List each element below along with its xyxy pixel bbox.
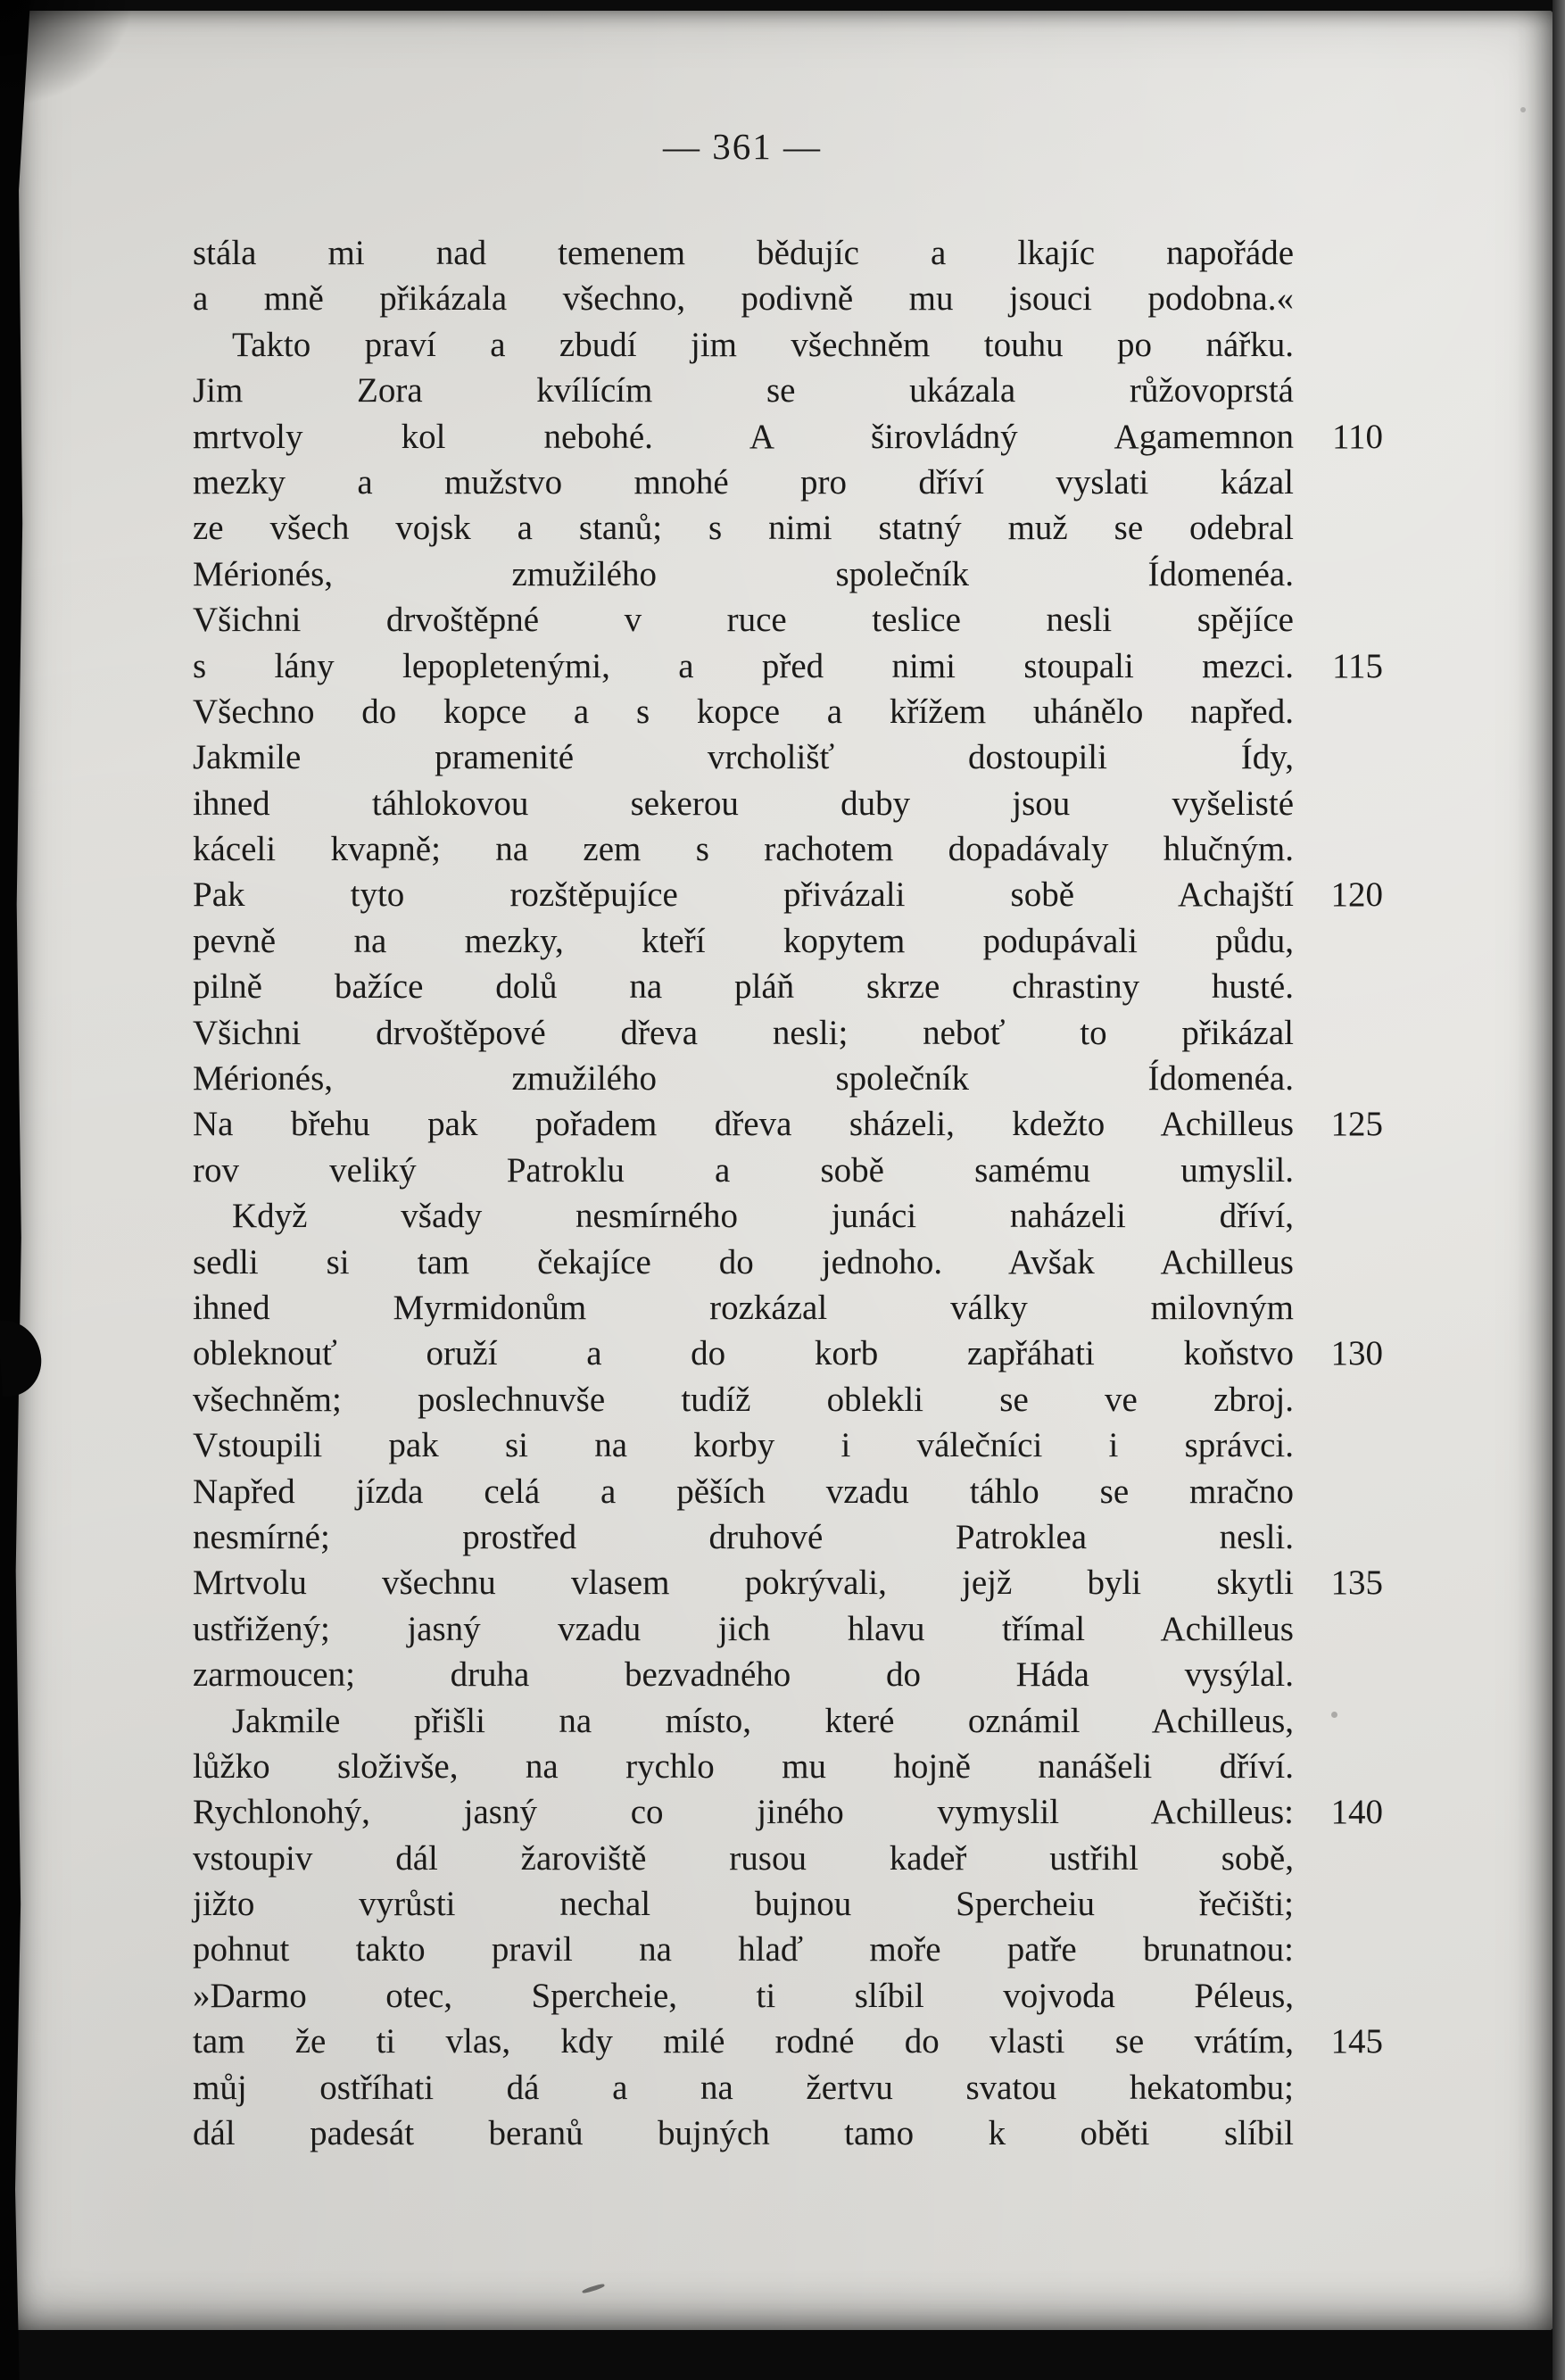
verse-line (193, 460, 1385, 505)
verse-line (193, 1469, 1385, 1514)
verse-text: pilně bažíce dolů na pláň skrze chrastiny husté. (193, 967, 1294, 1007)
verse-text: Jakmile pramenité vrcholišť dostoupili Ídy, (193, 738, 1294, 777)
verse-line (193, 1881, 1385, 1927)
verse-line (193, 1331, 1385, 1376)
verse-text: Jakmile přišli na místo, které oznámil Achilleus, (232, 1701, 1294, 1740)
verse-text: Pak tyto rozštěpujíce přivázali sobě Achajští (193, 875, 1294, 915)
verse-text: Všechno do kopce a s kopce a křížem uhánělo napřed. (193, 692, 1294, 731)
ink-speck (1331, 1712, 1337, 1718)
verse-text: Jim Zora kvílícím se ukázala růžovoprstá (193, 371, 1294, 410)
paper-page (14, 11, 1553, 2330)
verse-text: ze všech vojsk a stanů; s nimi statný muž se odebral (193, 509, 1294, 548)
verse-text: pevně na mezky, kteří kopytem podupávali půdu, (193, 921, 1294, 960)
verse-line (193, 1148, 1385, 1193)
verse-line (193, 1698, 1385, 1744)
verse-text: mrtvoly kol nebohé. A širovládný Agamemnon (193, 417, 1294, 456)
verse-line (193, 826, 1385, 872)
verse-line-number: 140 (1330, 1793, 1383, 1832)
verse-line-number: 115 (1331, 646, 1383, 685)
verse-line (193, 1240, 1385, 1285)
verse-line (193, 781, 1385, 826)
verse-text: a mně přikázala všechno, podivně mu jsouci podobna.« (193, 279, 1294, 319)
verse-text: mezky a mužstvo mnohé pro dříví vyslati kázal (193, 462, 1294, 502)
verse-text: zarmoucen; druha bezvadného do Háda vysýlal. (193, 1655, 1294, 1695)
verse-line (193, 643, 1385, 689)
verse-text: Vstoupili pak si na korby i válečníci i správci. (193, 1426, 1294, 1465)
verse-text: rov veliký Patroklu a sobě samému umyslil. (193, 1150, 1294, 1190)
verse-line (193, 1056, 1385, 1101)
verse-line (193, 1514, 1385, 1560)
verse-text: ihned Myrmidonům rozkázal války milovným (193, 1288, 1294, 1327)
verse-text: vstoupiv dál žaroviště rusou kadeř ustřihl sobě, (193, 1838, 1294, 1878)
verse-line (193, 964, 1385, 1009)
verse-line (193, 1836, 1385, 1881)
verse-line (193, 1789, 1385, 1835)
verse-text: káceli kvapně; na zem s rachotem dopadávaly hlučným. (193, 830, 1294, 869)
verse-line (193, 368, 1385, 413)
verse-line (193, 1285, 1385, 1331)
verse-line (193, 872, 1385, 917)
verse-line (193, 1606, 1385, 1652)
verse-line (193, 276, 1385, 321)
verse-line-number: 110 (1331, 417, 1383, 456)
verse-text: jižto vyrůsti nechal bujnou Spercheiu řečišti; (193, 1885, 1294, 1924)
verse-text: sedli si tam čekajíce do jednoho. Avšak Achilleus (193, 1242, 1294, 1281)
verse-text: Mérionés, zmužilého společník Ídomenéa. (193, 554, 1294, 593)
verse-line (193, 2019, 1385, 2064)
verse-text: Mérionés, zmužilého společník Ídomenéa. (193, 1059, 1294, 1099)
scan-right-edge (1553, 0, 1565, 2380)
verse-text: pohnut takto pravil na hlaď moře patře brunatnou: (193, 1930, 1294, 1970)
verse-text: lůžko složivše, na rychlo mu hojně nanášeli dříví. (193, 1746, 1294, 1786)
verse-text: tam že ti vlas, kdy milé rodné do vlasti se vrátím, (193, 2022, 1294, 2061)
verse-text: ihned táhlokovou sekerou duby jsou vyšelisté (193, 784, 1294, 823)
verse-text: »Darmo otec, Spercheie, ti slíbil vojvoda Péleus, (193, 1976, 1294, 2015)
verse-text: dál padesát beranů bujných tamo k oběti slíbil (193, 2114, 1294, 2153)
verse-line (193, 689, 1385, 734)
verse-text: ustřižený; jasný vzadu jich hlavu třímal Achilleus (193, 1609, 1294, 1648)
verse-line (193, 597, 1385, 643)
verse-line (193, 1377, 1385, 1422)
verse-text: všechněm; poslechnuvše tudíž oblekli se ve zbroj. (193, 1380, 1294, 1419)
verse-text: stála mi nad temenem bědujíc a lkajíc napořáde (193, 234, 1294, 272)
ink-speck (1520, 107, 1526, 112)
verse-block (193, 230, 1385, 2156)
page-number-header: — 361 — (663, 126, 822, 167)
verse-text: Rychlonohý, jasný co jiného vymyslil Achilleus: (193, 1793, 1294, 1832)
verse-line (193, 505, 1385, 551)
verse-line (193, 414, 1385, 460)
verse-text: Všichni drvoštěpové dřeva nesli; neboť to přikázal (193, 1013, 1294, 1052)
verse-text: obleknouť oruží a do korb zapřáhati koňstvo (193, 1334, 1294, 1373)
verse-text: Takto praví a zbudí jim všechněm touhu po nářku. (232, 325, 1294, 364)
verse-text: Když všady nesmírného junáci naházeli dříví, (232, 1197, 1294, 1236)
verse-line (193, 1744, 1385, 1789)
verse-line-number: 120 (1330, 875, 1383, 915)
verse-line (193, 1422, 1385, 1468)
verse-line (193, 1010, 1385, 1056)
verse-line (193, 551, 1385, 597)
verse-line (193, 1927, 1385, 1972)
verse-line (193, 1101, 1385, 1147)
verse-line-number: 125 (1330, 1105, 1383, 1144)
verse-line-number: 145 (1330, 2022, 1383, 2061)
verse-line (193, 1193, 1385, 1239)
verse-line (193, 918, 1385, 964)
verse-line (193, 734, 1385, 780)
verse-text: Všichni drvoštěpné v ruce teslice nesli spějíce (193, 601, 1294, 640)
verse-text: Na břehu pak pořadem dřeva sházeli, kdežto Achilleus (193, 1105, 1294, 1144)
corner-shadow (0, 0, 134, 107)
verse-text: můj ostříhati dá a na žertvu svatou hekatombu; (193, 2068, 1294, 2107)
verse-line (193, 322, 1385, 368)
verse-text: Mrtvolu všechnu vlasem pokrývali, jejž byli skytli (193, 1563, 1294, 1603)
verse-line (193, 2065, 1385, 2110)
verse-line (193, 1973, 1385, 2019)
verse-line (193, 1652, 1385, 1697)
verse-line (193, 2110, 1385, 2156)
verse-line (193, 1560, 1385, 1605)
verse-line-number: 130 (1330, 1334, 1383, 1373)
verse-text: nesmírné; prostřed druhové Patroklea nesli. (193, 1517, 1294, 1556)
verse-text: Napřed jízda celá a pěších vzadu táhlo se mračno (193, 1472, 1294, 1511)
verse-text: s lány lepopletenými, a před nimi stoupali mezci. (193, 646, 1294, 685)
verse-line-number: 135 (1330, 1563, 1383, 1603)
verse-line (193, 230, 1385, 276)
